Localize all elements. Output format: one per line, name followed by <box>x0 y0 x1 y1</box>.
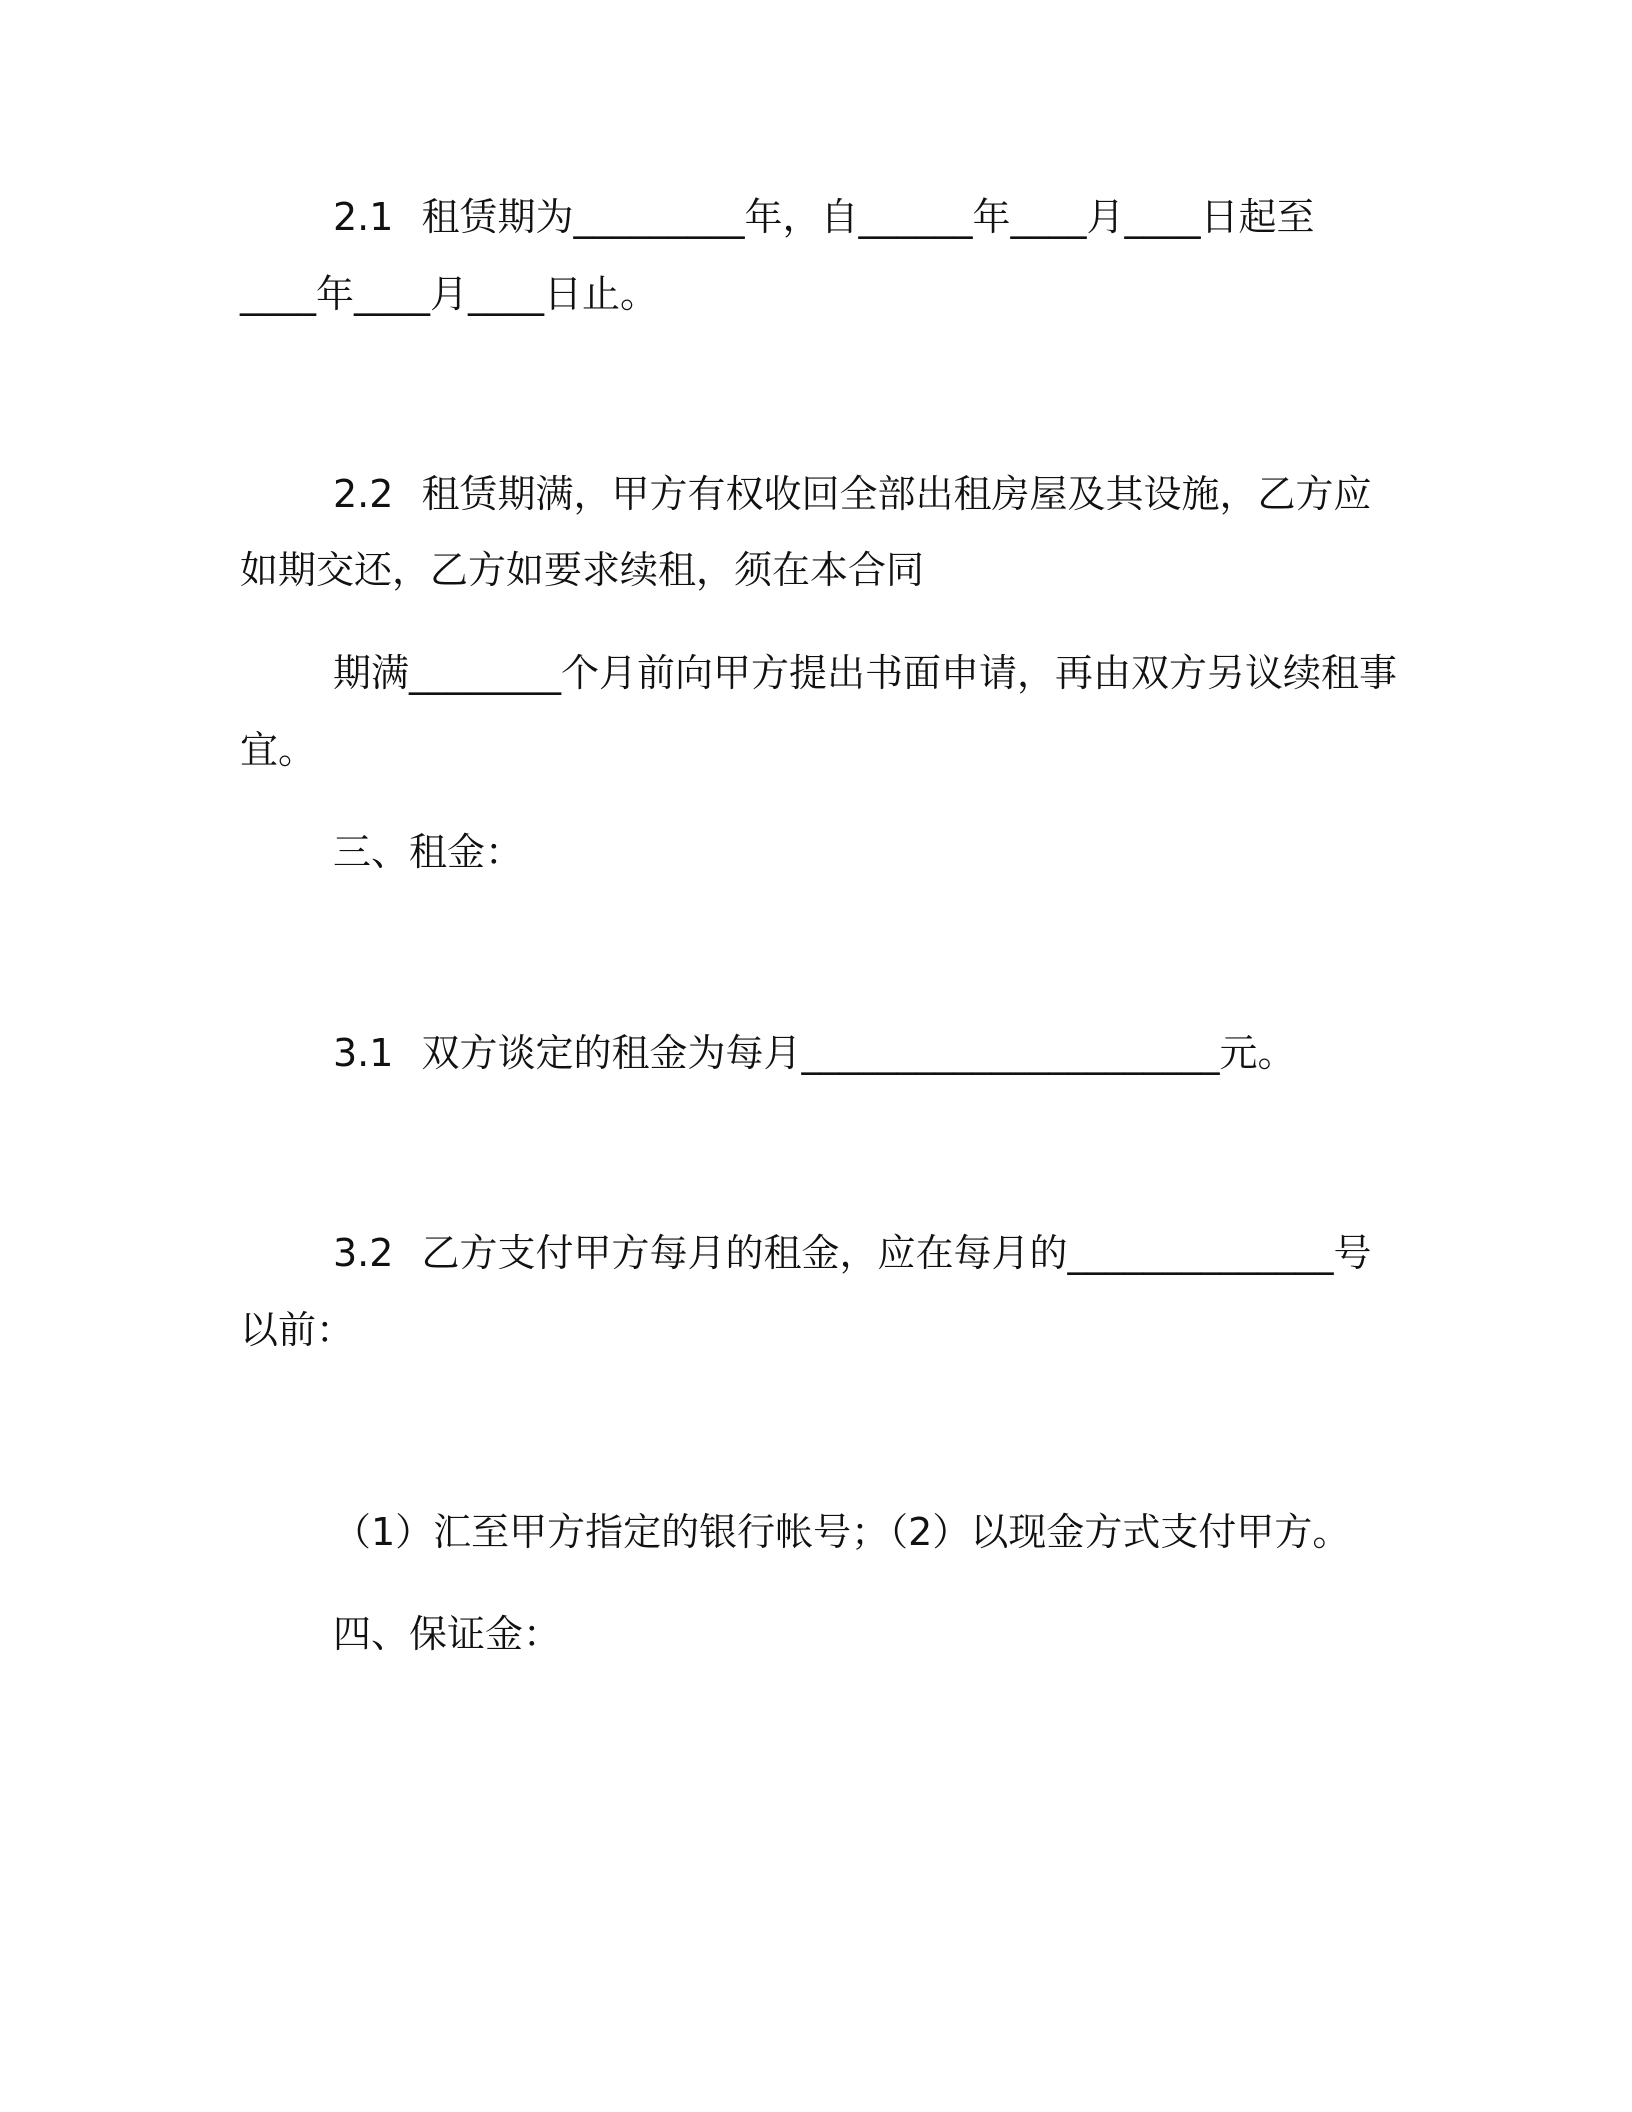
clause-2-1-line-2: ____年____月____日止。 <box>240 272 659 316</box>
clause-text: 双方谈定的租金为每月______________________元。 <box>421 1031 1296 1075</box>
clause-text: 租赁期满，甲方有权收回全部出租房屋及其设施，乙方应 <box>421 472 1372 516</box>
clause-3-1-line-1 <box>333 1031 1295 1075</box>
clause-number: 3.2 <box>333 1231 394 1275</box>
section-4-heading: 四、保证金： <box>333 1612 562 1656</box>
clause-number: 2.2 <box>333 472 394 516</box>
clause-2-2-line-4: 宜。 <box>240 728 317 772</box>
clause-2-2-line-2: 如期交还，乙方如要求续租，须在本合同 <box>240 548 925 592</box>
clause-number: 3.1 <box>333 1031 394 1075</box>
clause-3-2-line-2: 以前： <box>240 1308 355 1352</box>
payment-options-line: （1）汇至甲方指定的银行帐号；（2）以现金方式支付甲方。 <box>333 1510 1351 1554</box>
clause-number: 2.1 <box>333 195 394 239</box>
clause-text: 租赁期为_________年，自______年____月____日起至 <box>421 195 1315 239</box>
clause-2-2-line-3: 期满________个月前向甲方提出书面申请，再由双方另议续租事 <box>333 651 1398 695</box>
clause-2-1-line-1 <box>333 195 1314 239</box>
clause-3-2-line-1 <box>333 1231 1371 1275</box>
section-3-heading: 三、租金： <box>333 830 524 874</box>
clause-text: 乙方支付甲方每月的租金，应在每月的______________号 <box>421 1231 1372 1275</box>
clause-2-2-line-1 <box>333 472 1371 516</box>
